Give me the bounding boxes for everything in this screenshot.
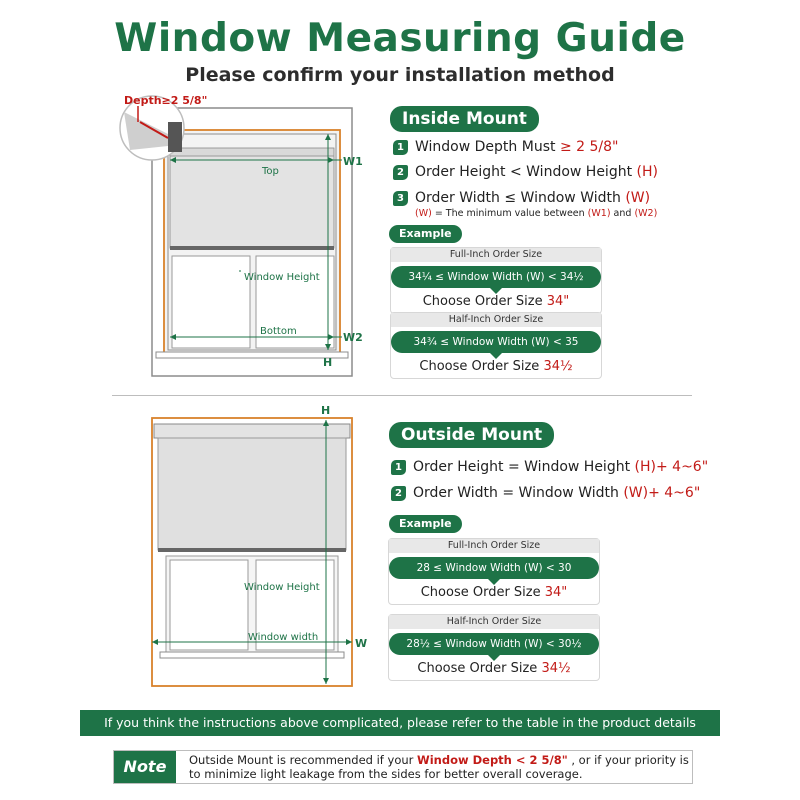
step-number-icon: 2 — [393, 165, 408, 180]
diagram-w2-label: W2 — [343, 331, 363, 344]
outside-window-height-label: Window Height — [244, 582, 320, 593]
outside-w-label: W — [355, 637, 368, 650]
step-number-icon: 1 — [391, 460, 406, 475]
inside-example-badge: Example — [389, 225, 462, 243]
outside-half-inch-card — [388, 614, 600, 681]
outside-example-badge: Example — [389, 515, 462, 533]
diagram-window-height-label: Window Height — [244, 272, 320, 283]
outside-rule-1: 1 Order Height = Window Height (H)+ 4~6" — [391, 459, 708, 475]
step-number-icon: 2 — [391, 486, 406, 501]
card-choice: Choose Order Size 34" — [422, 294, 570, 309]
inside-rule-3: 3 Order Width ≤ Window Width (W) — [393, 190, 650, 206]
card-range: 28 ≤ Window Width (W) < 30 — [389, 557, 599, 579]
card-range: 34¾ ≤ Window Width (W) < 35 — [391, 331, 601, 353]
outside-rule-2: 2 Order Width = Window Width (W)+ 4~6" — [391, 485, 700, 501]
width-definition-note: (W) = The minimum value between (W1) and (W2) — [415, 208, 658, 219]
outside-full-inch-card — [388, 538, 600, 605]
card-range: 28½ ≤ Window Width (W) < 30½ — [389, 633, 599, 655]
card-heading: Half-Inch Order Size — [389, 615, 599, 629]
step-number-icon: 1 — [393, 140, 408, 155]
rule-highlight: (H) — [636, 164, 658, 180]
step-number-icon: 3 — [393, 191, 408, 206]
page-subtitle: Please confirm your installation method — [185, 64, 615, 86]
card-heading: Half-Inch Order Size — [391, 313, 601, 327]
inside-full-inch-card — [390, 247, 602, 314]
inside-rule-1: 1 Window Depth Must ≥ 2 5/8" — [393, 139, 618, 155]
refer-table-banner: If you think the instructions above complicated, please refer to the table in the product details section. — [80, 710, 720, 736]
depth-label: Depth≥2 5/8" — [124, 94, 208, 107]
rule-highlight: (H)+ 4~6" — [634, 459, 709, 475]
section-divider — [112, 395, 692, 396]
card-heading: Full-Inch Order Size — [389, 539, 599, 553]
page-title: Window Measuring Guide — [114, 16, 686, 61]
inside-half-inch-card — [390, 312, 602, 379]
card-choice: Choose Order Size 34" — [420, 585, 568, 600]
outside-mount-diagram — [140, 400, 380, 700]
card-choice: Choose Order Size 34½ — [417, 661, 571, 676]
rule-highlight: (W)+ 4~6" — [623, 485, 701, 501]
outside-window-width-label: Window width — [248, 632, 319, 643]
inside-mount-diagram — [110, 90, 370, 390]
note-box — [113, 750, 693, 784]
note-text: Outside Mount is recommended if your Window Depth < 2 5/8" , or if your priority is to minimize light leakage from the sides for better overall coverage. — [189, 753, 689, 781]
diagram-w1-label: W1 — [343, 155, 363, 168]
outside-mount-heading: Outside Mount — [389, 422, 554, 448]
card-heading: Full-Inch Order Size — [391, 248, 601, 262]
card-range: 34¼ ≤ Window Width (W) < 34½ — [391, 266, 601, 288]
diagram-h-label: H — [323, 356, 333, 369]
rule-highlight: (W) — [625, 190, 651, 206]
card-choice: Choose Order Size 34½ — [419, 359, 573, 374]
diagram-bottom-label: Bottom — [260, 326, 297, 337]
rule-highlight: ≥ 2 5/8" — [559, 139, 619, 155]
inside-mount-heading: Inside Mount — [390, 106, 539, 132]
diagram-top-label: Top — [262, 166, 279, 177]
outside-h-label: H — [321, 404, 331, 417]
note-tag: Note — [114, 751, 176, 783]
inside-rule-2: 2 Order Height < Window Height (H) — [393, 164, 658, 180]
